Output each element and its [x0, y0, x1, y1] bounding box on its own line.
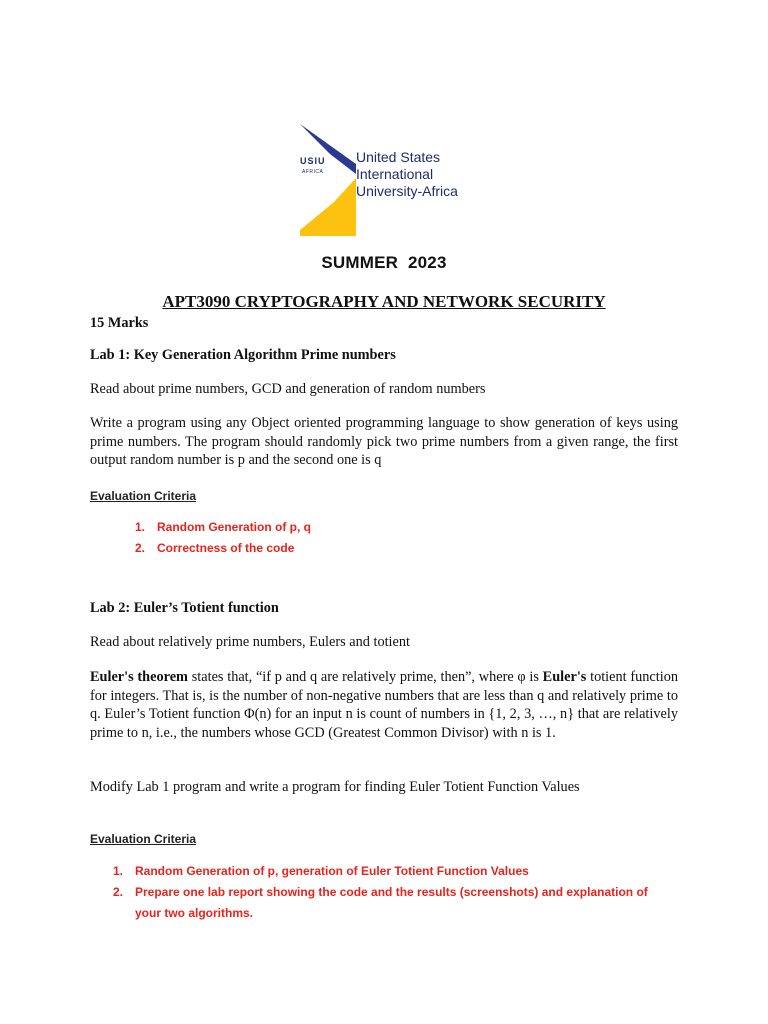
lab2-theorem-paragraph: [90, 668, 678, 742]
university-logo: [298, 124, 478, 236]
logo-abbreviation: USIU: [300, 156, 326, 166]
list-number: 2.: [135, 541, 146, 555]
lab1-criteria-heading: Evaluation Criteria: [90, 489, 197, 503]
list-text: Random Generation of p, generation of Euler Totient Function Values: [135, 864, 529, 878]
list-number: 1.: [113, 864, 124, 878]
list-item: [135, 517, 311, 538]
lab2-criteria-heading: Evaluation Criteria: [90, 832, 197, 846]
lab1-criteria-list: [135, 517, 311, 559]
logo-abbreviation-sub: AFRICA: [302, 169, 324, 175]
lab2-heading: Lab 2: Euler’s Totient function: [90, 600, 279, 616]
list-item: [113, 882, 673, 924]
course-title: APT3090 CRYPTOGRAPHY AND NETWORK SECURITY: [162, 292, 606, 311]
theorem-text-a: states that, “if p and q are relatively prime, then”, where φ is: [187, 669, 543, 685]
list-text: Correctness of the code: [157, 541, 295, 555]
list-text: Prepare one lab report showing the code and the results (screenshots) and explanation of your two algorithms.: [135, 885, 648, 920]
list-item: [113, 861, 673, 882]
list-text: Random Generation of p, q: [157, 520, 312, 534]
logo-emblem-icon: [298, 124, 358, 236]
logo-name-line-1: United States: [356, 149, 441, 165]
lab2-intro: Read about relatively prime numbers, Eulers and totient: [90, 634, 410, 650]
lab1-task: Write a program using any Object oriented programming language to show generation of keys using prime numbers. The program should randomly pick two prime numbers from a given range, the first output random number is p and the second one is q: [90, 415, 678, 468]
logo-name-line-2: International: [356, 166, 434, 182]
lab1-intro: Read about prime numbers, GCD and generation of random numbers: [90, 381, 486, 397]
theorem-label: Euler's theorem: [90, 669, 188, 685]
theorem-text-b: totient function for integers. That is, is the number of non-negative numbers that are less than q and relatively prime to q. Euler’s Totient function Φ(n) for an input n is count of numbers in {1, 2, 3, …, n} that are relatively prime to n, i.e., the numbers whose GCD (Greatest Common Divisor) with n is 1.: [90, 669, 679, 741]
lab1-heading: Lab 1: Key Generation Algorithm Prime numbers: [90, 347, 396, 363]
list-item: [135, 538, 311, 559]
logo-name-line-3: University-Africa: [356, 183, 458, 199]
lab2-task: Modify Lab 1 program and write a program for finding Euler Totient Function Values: [90, 779, 580, 795]
list-number: 2.: [113, 885, 124, 899]
lab2-criteria-list: [113, 861, 673, 924]
marks-label: 15 Marks: [90, 315, 149, 331]
theorem-euler: Euler's: [542, 669, 587, 685]
list-number: 1.: [135, 520, 146, 534]
page-title: SUMMER 2023: [321, 253, 447, 272]
